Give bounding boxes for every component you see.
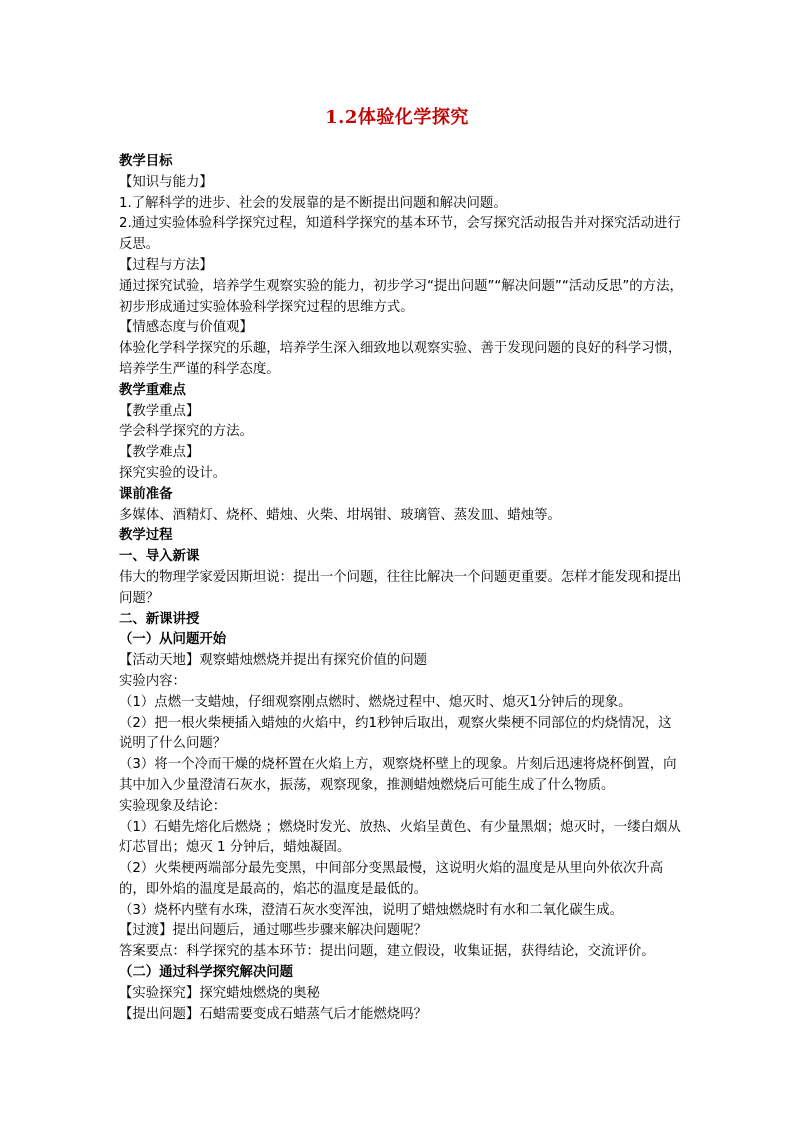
section-heading: （一）从问题开始 bbox=[119, 632, 227, 648]
paragraph: 【知识与能力】 bbox=[119, 174, 213, 190]
paragraph: 【过程与方法】 bbox=[119, 257, 213, 273]
paragraph: 答案要点：科学探究的基本环节：提出问题，建立假设，收集证据，获得结论，交流评价。 bbox=[119, 944, 655, 960]
paragraph: 【情感态度与价值观】 bbox=[119, 320, 253, 336]
section-heading: （二）通过科学探究解决问题 bbox=[119, 965, 294, 981]
section-heading: 教学重难点 bbox=[119, 382, 186, 398]
section-heading: 二、新课讲授 bbox=[119, 611, 200, 627]
paragraph: 1.了解科学的进步、社会的发展靠的是不断提出问题和解决问题。 bbox=[119, 195, 507, 211]
paragraph: 学会科学探究的方法。 bbox=[119, 424, 253, 440]
paragraph: 伟大的物理学家爱因斯坦说：提出一个问题，往往比解决一个问题更重要。怎样才能发现和提出问题？ bbox=[119, 569, 682, 606]
paragraph: 多媒体、酒精灯、烧杯、蜡烛、火柴、坩埚钳、玻璃管、蒸发皿、蜡烛等。 bbox=[119, 507, 561, 523]
document-body bbox=[119, 152, 685, 1025]
paragraph: 【实验探究】探究蜡烛燃烧的奥秘 bbox=[119, 985, 320, 1001]
paragraph: （3）烧杯内壁有水珠，澄清石灰水变浑浊，说明了蜡烛燃烧时有水和二氧化碳生成。 bbox=[119, 902, 623, 918]
paragraph: 实验现象及结论： bbox=[119, 798, 227, 814]
paragraph: （1）点燃一支蜡烛，仔细观察刚点燃时、燃烧过程中、熄灭时、熄灭1分钟后的现象。 bbox=[119, 694, 632, 710]
paragraph: 【过渡】提出问题后，通过哪些步骤来解决问题呢？ bbox=[119, 923, 427, 939]
paragraph: 【教学重点】 bbox=[119, 403, 200, 419]
section-heading: 教学目标 bbox=[119, 154, 173, 169]
paragraph: 实验内容： bbox=[119, 673, 186, 689]
paragraph: 体验化学科学探究的乐趣，培养学生深入细致地以观察实验、善于发现问题的良好的科学习惯，培养学生严谨的科学态度。 bbox=[119, 341, 682, 377]
paragraph: （1）石蜡先熔化后燃烧 ；燃烧时发光、放热、火焰呈黄色、有少量黑烟；熄灭时，一缕白烟从灯芯冒出；熄灭 1 分钟后，蜡烛凝固。 bbox=[119, 819, 681, 856]
paragraph: （2）火柴梗两端部分最先变黑，中间部分变黑最慢，这说明火焰的温度是从里向外依次升高的，即外焰的温度是最高的，焰芯的温度是最低的。 bbox=[119, 861, 664, 897]
paragraph: 通过探究试验，培养学生观察实验的能力，初步学习“提出问题”“解决问题”“活动反思”的方法，初步形成通过实验体验科学探究过程的思维方式。 bbox=[119, 278, 683, 315]
paragraph: 【活动天地】观察蜡烛燃烧并提出有探究价值的问题 bbox=[119, 653, 427, 669]
paragraph: （3）将一个冷而干燥的烧杯置在火焰上方，观察烧杯壁上的现象。片刻后迅速将烧杯倒置，向其中加入少量澄清石灰水，振荡，观察现象，推测蜡烛燃烧后可能生成了什么物质。 bbox=[119, 757, 677, 793]
paragraph: 2.通过实验体验科学探究过程，知道科学探究的基本环节，会写探究活动报告并对探究活动进行反思。 bbox=[119, 216, 681, 253]
document-title: 1.2体验化学探究 bbox=[325, 107, 469, 128]
paragraph: 探究实验的设计。 bbox=[119, 465, 227, 481]
paragraph: 【提出问题】石蜡需要变成石蜡蒸气后才能燃烧吗？ bbox=[119, 1006, 427, 1022]
paragraph: 【教学难点】 bbox=[119, 445, 200, 461]
section-heading: 一、导入新课 bbox=[119, 549, 200, 565]
section-heading: 教学过程 bbox=[119, 528, 173, 544]
section-heading: 课前准备 bbox=[119, 486, 173, 502]
paragraph: （2）把一根火柴梗插入蜡烛的火焰中，约1秒钟后取出，观察火柴梗不同部位的灼烧情况，这说明了什么问题？ bbox=[119, 715, 672, 752]
